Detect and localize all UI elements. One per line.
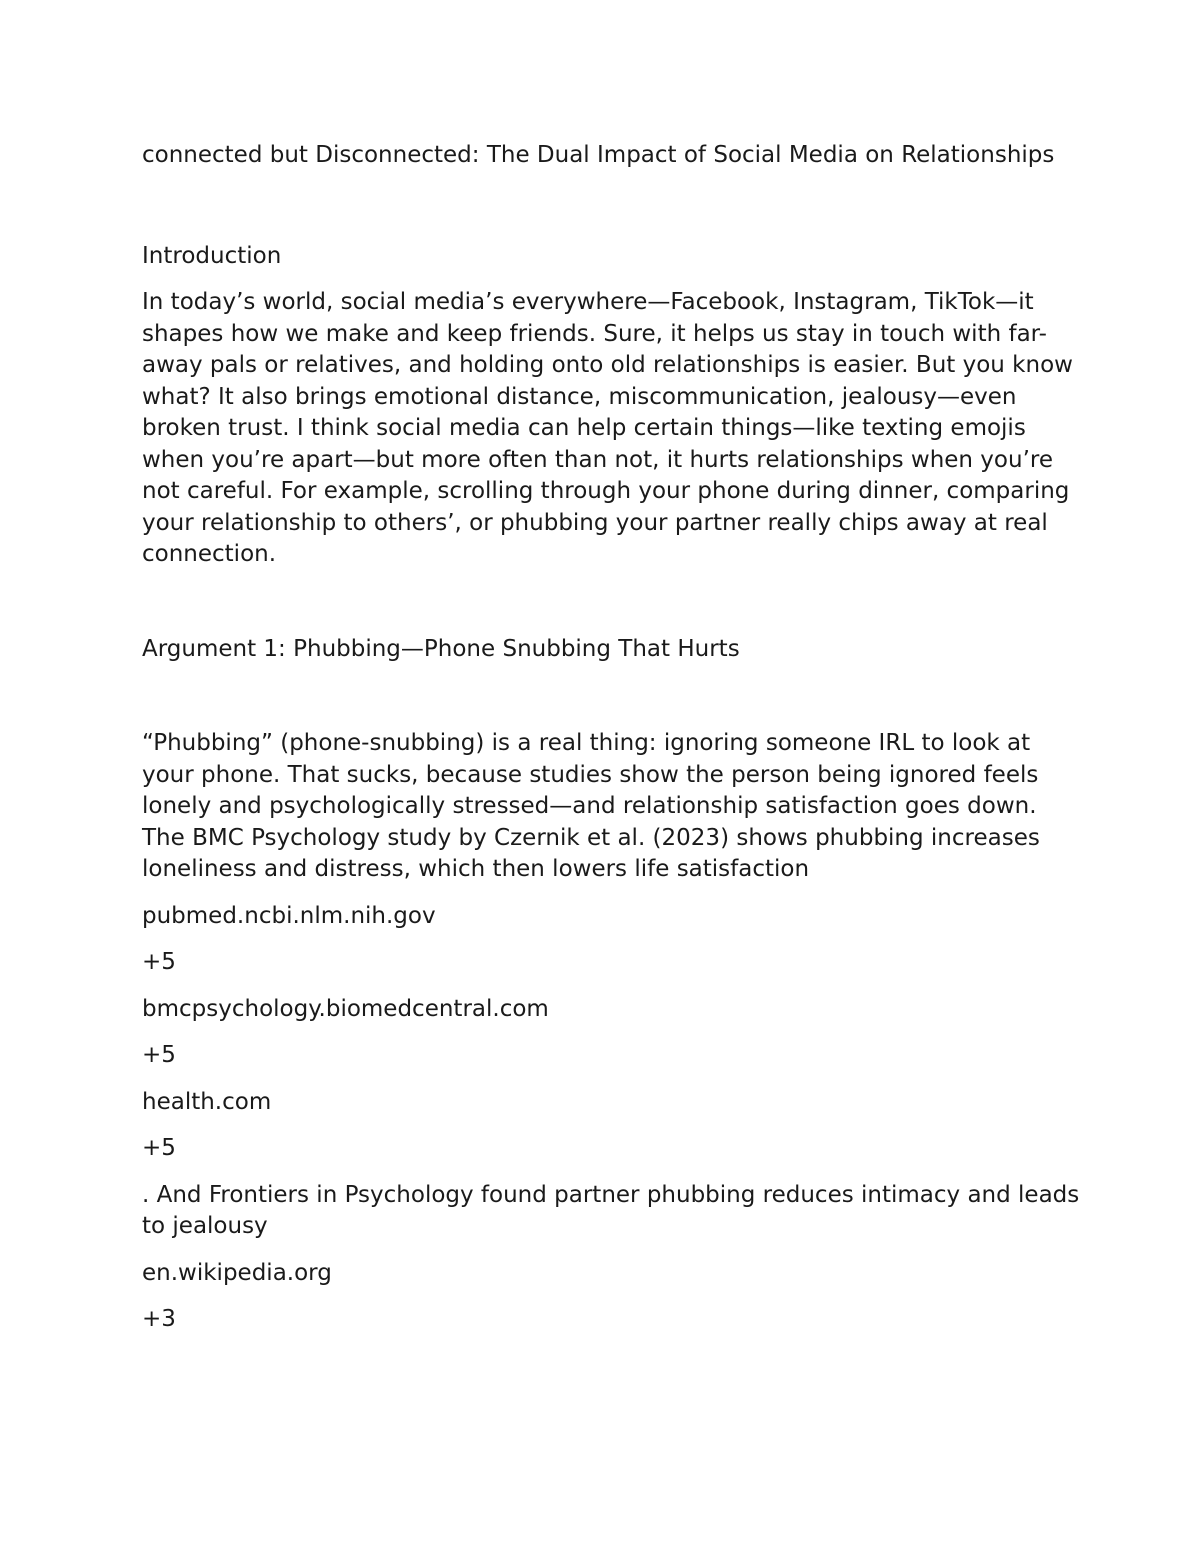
- source-link-health: health.com: [142, 1088, 272, 1115]
- document-page: [142, 140, 1087, 1351]
- introduction-paragraph: In today’s world, social media’s everywhere—Facebook, Instagram, TikTok—it shapes how we make and keep friends. Sure, it helps us stay in touch with far-away pals or relatives, and holding onto old relationships is easier. But you know what? It also brings emotional distance, miscommunication, jealousy—even broken trust. I think social media can help certain things—like texting emojis when you’re apart—but more often than not, it hurts relationships when you’re not careful. For example, scrolling through your phone during dinner, comparing your relationship to others’, or phubbing your partner really chips away at real connection.: [142, 289, 1081, 567]
- source-link-bmc: bmcpsychology.biomedcentral.com: [142, 995, 549, 1022]
- argument-1-paragraph: “Phubbing” (phone-snubbing) is a real thing: ignoring someone IRL to look at your phone. That sucks, because studies show the person being ignored feels lonely and psychologically stressed—and relationship satisfaction goes down. The BMC Psychology study by Czernik et al. (2023) shows phubbing increases loneliness and distress, which then lowers life satisfaction: [142, 730, 1048, 882]
- source-count-health: +5: [142, 1135, 176, 1161]
- source-link-wikipedia: en.wikipedia.org: [142, 1259, 332, 1286]
- source-count-wikipedia: +3: [142, 1306, 176, 1332]
- argument-1-heading: Argument 1: Phubbing—Phone Snubbing That Hurts: [142, 635, 740, 662]
- source-count-pubmed: +5: [142, 949, 176, 975]
- document-title: connected but Disconnected: The Dual Impact of Social Media on Relationships: [142, 142, 1055, 168]
- continuation-paragraph: . And Frontiers in Psychology found partner phubbing reduces intimacy and leads to jealousy: [142, 1181, 1087, 1239]
- source-link-pubmed: pubmed.ncbi.nlm.nih.gov: [142, 902, 436, 929]
- source-count-bmc: +5: [142, 1042, 176, 1068]
- introduction-heading: Introduction: [142, 242, 282, 269]
